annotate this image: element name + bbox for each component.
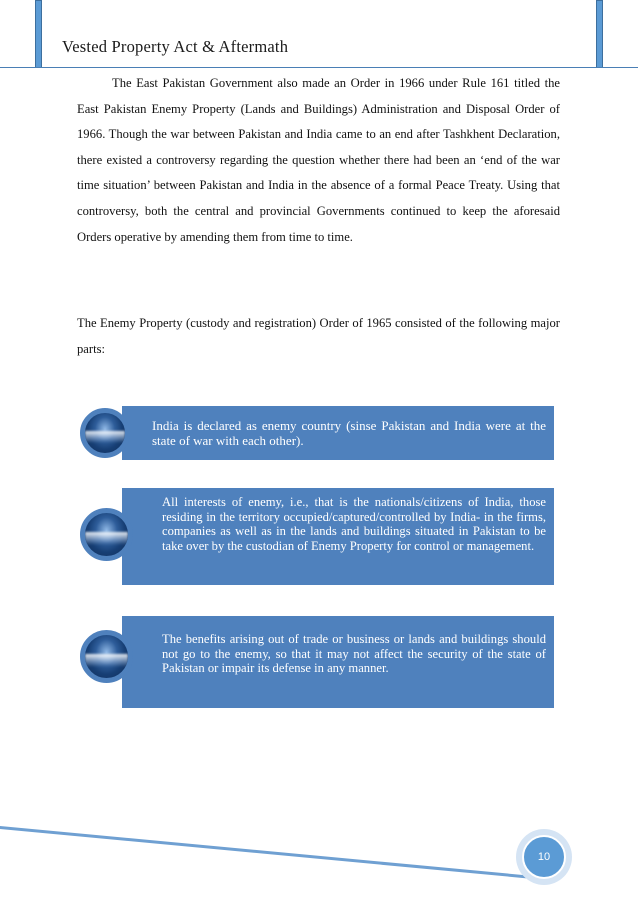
list-item-2-box [122, 488, 554, 585]
header-rule [0, 67, 638, 68]
paragraph-2 [77, 311, 560, 362]
paragraph-2-text: The Enemy Property (custody and registration) Order of 1965 consisted of the following major parts: [77, 316, 560, 356]
list-item-2-text: All interests of enemy, i.e., that is the nationals/citizens of India, those residing in the territory occupied/captured/controlled by India- in the firms, companies as well as in the lands and buildings situated in Pakistan to be take over by the custodian of Enemy Property for control or management. [162, 495, 546, 553]
page-number: 10 [522, 835, 566, 879]
ocean-wave-icon [80, 508, 133, 561]
ocean-wave-icon [80, 408, 130, 458]
paragraph-1 [77, 71, 560, 250]
list-item-1-box [122, 406, 554, 460]
header-title: Vested Property Act & Aftermath [62, 37, 289, 56]
list-item-3-text: The benefits arising out of trade or business or lands and buildings should not go to the enemy, so that it may not affect the security of the state of Pakistan or impair its defense in any manner. [162, 632, 546, 675]
list-item-3-box [122, 616, 554, 708]
ocean-wave-icon [80, 630, 133, 683]
footer-rule [0, 826, 558, 881]
list-item-1-text: India is declared as enemy country (sinse Pakistan and India were at the state of war with each other). [152, 418, 546, 448]
paragraph-1-text: The East Pakistan Government also made an Order in 1966 under Rule 161 titled the East Pakistan Enemy Property (Lands and Buildings) Administration and Disposal Order of 1966. Though the war between Pakistan and India came to an end after Tashkhent Declaration, there existed a controversy regarding the question whether there had been an ‘end of the war time situation’ between Pakistan and India in the absence of a formal Peace Treaty. Using that controversy, both the central and provincial Governments continued to keep the aforesaid Orders operative by amending them from time to time. [77, 76, 560, 244]
header-bar-left [35, 0, 42, 68]
header-bar-right [596, 0, 603, 68]
